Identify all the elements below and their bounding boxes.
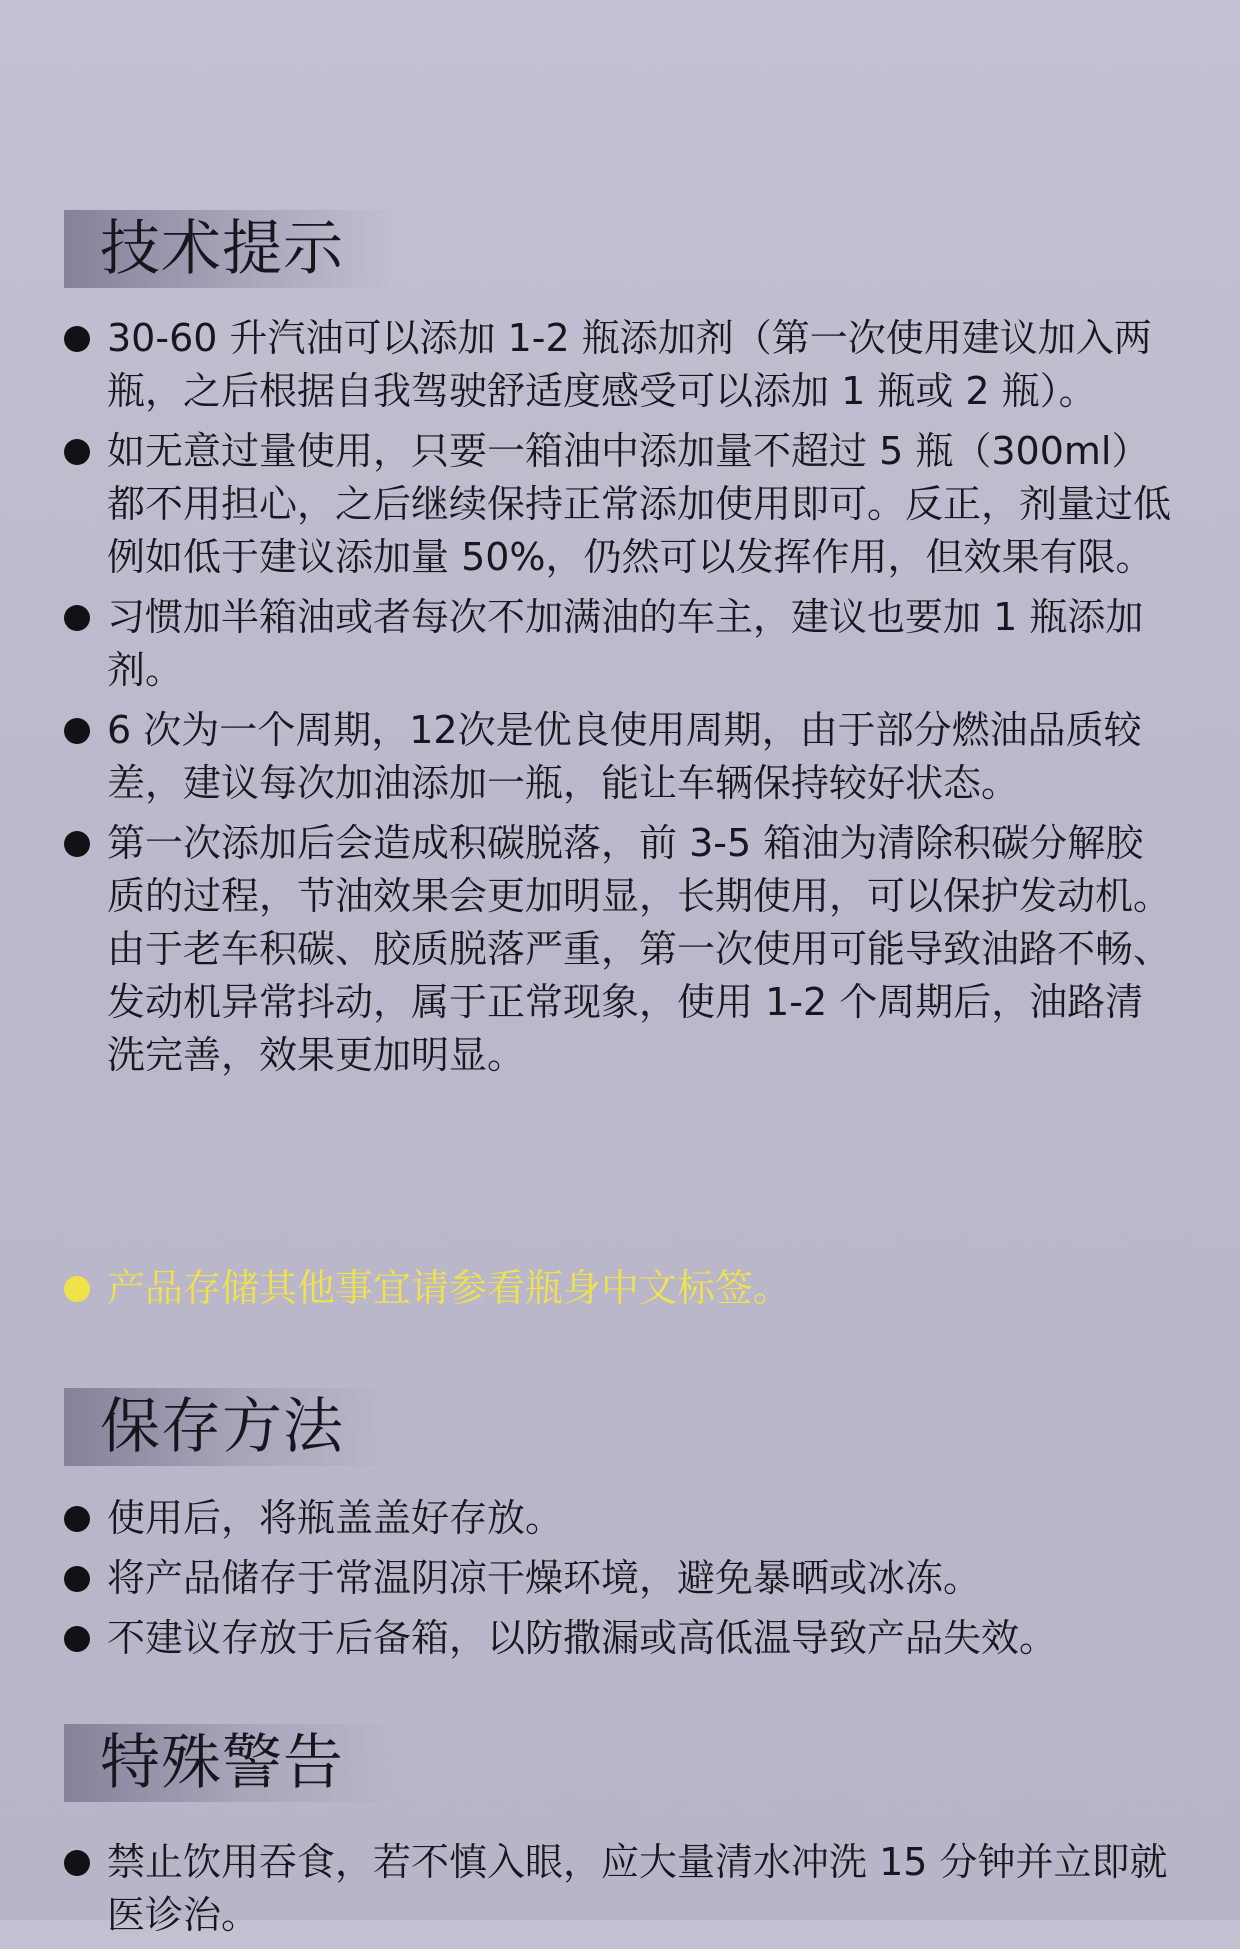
list-item: 习惯加半箱油或者每次不加满油的车主，建议也要加 1 瓶添加剂。: [64, 591, 1174, 697]
section-header-warning: [64, 1724, 394, 1802]
list-item: 如无意过量使用，只要一箱油中添加量不超过 5 瓶（300ml）都不用担心，之后继续保持正常添加使用即可。反正，剂量过低例如低于建议添加量 50%，仍然可以发挥作用，但效果有限。: [64, 425, 1174, 584]
list-item: 将产品储存于常温阴凉干燥环境，避免暴晒或冰冻。: [64, 1552, 1174, 1605]
list-item: 不建议存放于后备箱，以防撒漏或高低温导致产品失效。: [64, 1612, 1174, 1665]
bullet-dot-icon: [64, 1506, 90, 1532]
list-item: 使用后，将瓶盖盖好存放。: [64, 1492, 1174, 1545]
list-item: 30-60 升汽油可以添加 1-2 瓶添加剂（第一次使用建议加入两瓶，之后根据自我驾驶舒适度感受可以添加 1 瓶或 2 瓶）。: [64, 312, 1174, 418]
storage-list: [64, 1492, 1174, 1672]
bullet-dot-icon: [64, 831, 90, 857]
bullet-dot-icon: [64, 1566, 90, 1592]
section-title: 特殊警告: [100, 1728, 344, 1798]
section-title: 技术提示: [100, 214, 344, 284]
section-header-tech-tips: [64, 210, 394, 288]
list-item: 6 次为一个周期，12次是优良使用周期，由于部分燃油品质较差，建议每次加油添加一瓶，能让车辆保持较好状态。: [64, 704, 1174, 810]
bullet-dot-icon: [64, 326, 90, 352]
bullet-dot-icon: [64, 1626, 90, 1652]
highlight-item: 产品存储其他事宜请参看瓶身中文标签。: [64, 1262, 1174, 1315]
list-item: 第一次添加后会造成积碳脱落，前 3-5 箱油为清除积碳分解胶质的过程，节油效果会更加明显，长期使用，可以保护发动机。由于老车积碳、胶质脱落严重，第一次使用可能导致油路不畅、发动机异常抖动，属于正常现象，使用 1-2 个周期后，油路清洗完善，效果更加明显。: [64, 817, 1174, 1082]
list-item: 禁止饮用吞食，若不慎入眼，应大量清水冲洗 15 分钟并立即就医诊治。: [64, 1836, 1174, 1942]
bullet-dot-icon: [64, 718, 90, 744]
bullet-dot-icon: [64, 1276, 90, 1302]
storage-note-list: [64, 1262, 1174, 1322]
warning-list: [64, 1836, 1174, 1949]
bullet-dot-icon: [64, 605, 90, 631]
section-title: 保存方法: [100, 1392, 344, 1462]
tech-tips-list: [64, 312, 1174, 1089]
bullet-dot-icon: [64, 439, 90, 465]
section-header-storage: [64, 1388, 394, 1466]
bullet-dot-icon: [64, 1850, 90, 1876]
